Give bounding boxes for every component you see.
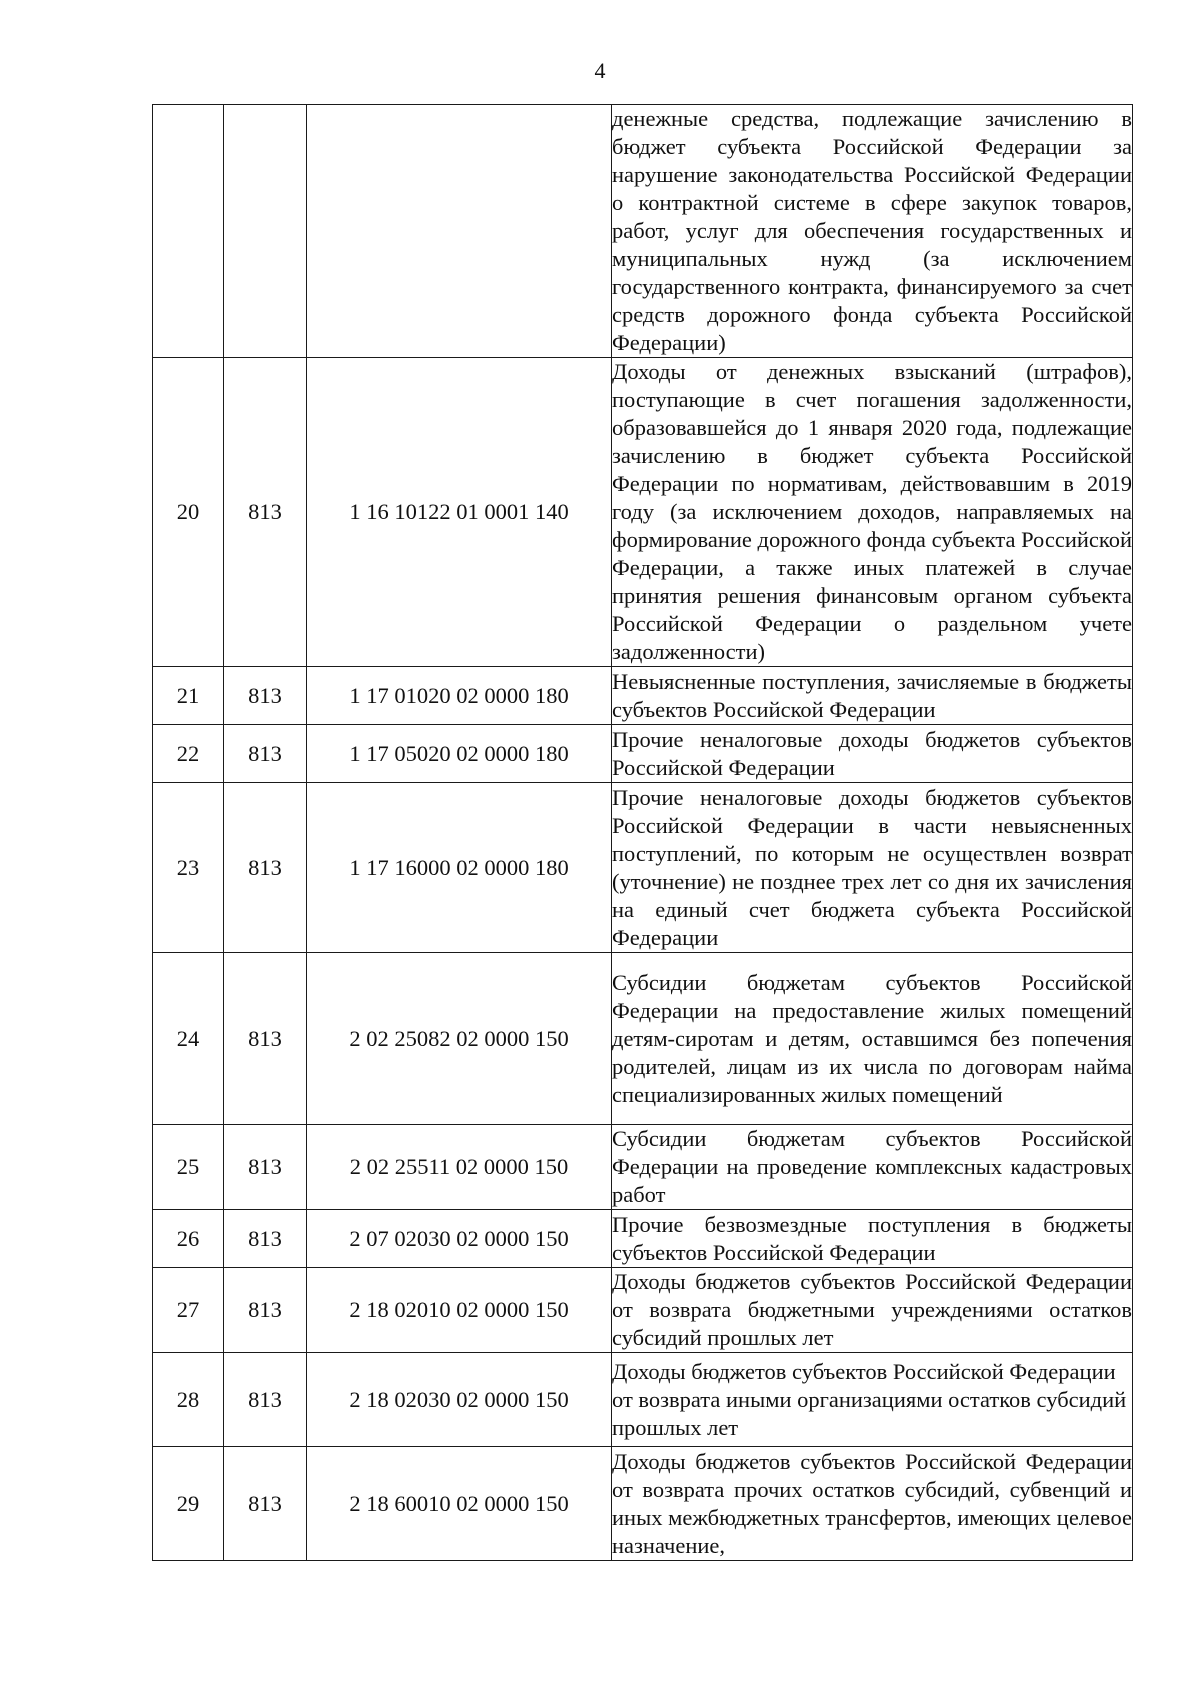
row-number: 27 <box>153 1268 224 1353</box>
page-number: 4 <box>594 58 606 83</box>
row-number: 20 <box>153 358 224 667</box>
table-row <box>153 1268 1133 1353</box>
administrator-code: 813 <box>224 667 307 725</box>
budget-classification-code: 2 18 02030 02 0000 150 <box>307 1353 612 1447</box>
table-row <box>153 667 1133 725</box>
row-number: 29 <box>153 1447 224 1561</box>
table-row <box>153 1125 1133 1210</box>
revenue-description: Прочие неналоговые доходы бюджетов субъектов Российской Федерации <box>612 725 1133 783</box>
revenue-description: Доходы от денежных взысканий (штрафов), поступающие в счет погашения задолженности, образовавшейся до 1 января 2020 года, подлежащие зачислению в бюджет субъекта Российской Федерации по нормативам, действовавшим в 2019 году (за исключением доходов, направляемых на формирование дорожного фонда субъекта Российской Федерации, а также иных платежей в случае принятия решения финансовым органом субъекта Российской Федерации о раздельном учете задолженности) <box>612 358 1133 667</box>
administrator-code: 813 <box>224 725 307 783</box>
administrator-code: 813 <box>224 1268 307 1353</box>
table-row <box>153 105 1133 358</box>
revenue-description: Субсидии бюджетам субъектов Российской Федерации на проведение комплексных кадастровых работ <box>612 1125 1133 1210</box>
revenue-description: Доходы бюджетов субъектов Российской Федерации от возврата прочих остатков субсидий, субвенций и иных межбюджетных трансфертов, имеющих целевое назначение, <box>612 1447 1133 1561</box>
budget-classification-code: 1 17 05020 02 0000 180 <box>307 725 612 783</box>
revenue-description: Прочие безвозмездные поступления в бюджеты субъектов Российской Федерации <box>612 1210 1133 1268</box>
revenue-description: Субсидии бюджетам субъектов Российской Федерации на предоставление жилых помещений детям-сиротам и детям, оставшимся без попечения родителей, лицам из их числа по договорам найма специализированных жилых помещений <box>612 953 1133 1125</box>
administrator-code: 813 <box>224 1447 307 1561</box>
table-row <box>153 725 1133 783</box>
revenue-description: Доходы бюджетов субъектов Российской Федерации от возврата бюджетными учреждениями остатков субсидий прошлых лет <box>612 1268 1133 1353</box>
row-number: 23 <box>153 783 224 953</box>
budget-classification-code: 2 07 02030 02 0000 150 <box>307 1210 612 1268</box>
administrator-code: 813 <box>224 358 307 667</box>
administrator-code: 813 <box>224 1353 307 1447</box>
budget-classification-code: 2 02 25082 02 0000 150 <box>307 953 612 1125</box>
row-number: 21 <box>153 667 224 725</box>
administrator-code: 813 <box>224 1210 307 1268</box>
table-row <box>153 783 1133 953</box>
row-number: 22 <box>153 725 224 783</box>
revenue-codes-table <box>152 104 1133 1561</box>
row-number: 26 <box>153 1210 224 1268</box>
budget-classification-code: 2 02 25511 02 0000 150 <box>307 1125 612 1210</box>
budget-classification-code: 1 17 01020 02 0000 180 <box>307 667 612 725</box>
budget-classification-code: 1 17 16000 02 0000 180 <box>307 783 612 953</box>
revenue-description: Доходы бюджетов субъектов Российской Федерации от возврата иными организациями остатков субсидий прошлых лет <box>612 1353 1133 1447</box>
row-number: 28 <box>153 1353 224 1447</box>
budget-classification-code: 2 18 60010 02 0000 150 <box>307 1447 612 1561</box>
table-row <box>153 953 1133 1125</box>
revenue-description: Прочие неналоговые доходы бюджетов субъектов Российской Федерации в части невыясненных поступлений, по которым не осуществлен возврат (уточнение) не позднее трех лет со дня их зачисления на единый счет бюджета субъекта Российской Федерации <box>612 783 1133 953</box>
revenue-description: Невыясненные поступления, зачисляемые в бюджеты субъектов Российской Федерации <box>612 667 1133 725</box>
budget-classification-code: 1 16 10122 01 0001 140 <box>307 358 612 667</box>
administrator-code: 813 <box>224 783 307 953</box>
table-row <box>153 1353 1133 1447</box>
administrator-code <box>224 105 307 358</box>
revenue-description: денежные средства, подлежащие зачислению в бюджет субъекта Российской Федерации за нарушение законодательства Российской Федерации о контрактной системе в сфере закупок товаров, работ, услуг для обеспечения государственных и муниципальных нужд (за исключением государственного контракта, финансируемого за счет средств дорожного фонда субъекта Российской Федерации) <box>612 105 1133 358</box>
row-number: 24 <box>153 953 224 1125</box>
table-row <box>153 1447 1133 1561</box>
table-row <box>153 358 1133 667</box>
budget-classification-code: 2 18 02010 02 0000 150 <box>307 1268 612 1353</box>
row-number: 25 <box>153 1125 224 1210</box>
row-number <box>153 105 224 358</box>
administrator-code: 813 <box>224 1125 307 1210</box>
budget-classification-code <box>307 105 612 358</box>
administrator-code: 813 <box>224 953 307 1125</box>
table-row <box>153 1210 1133 1268</box>
